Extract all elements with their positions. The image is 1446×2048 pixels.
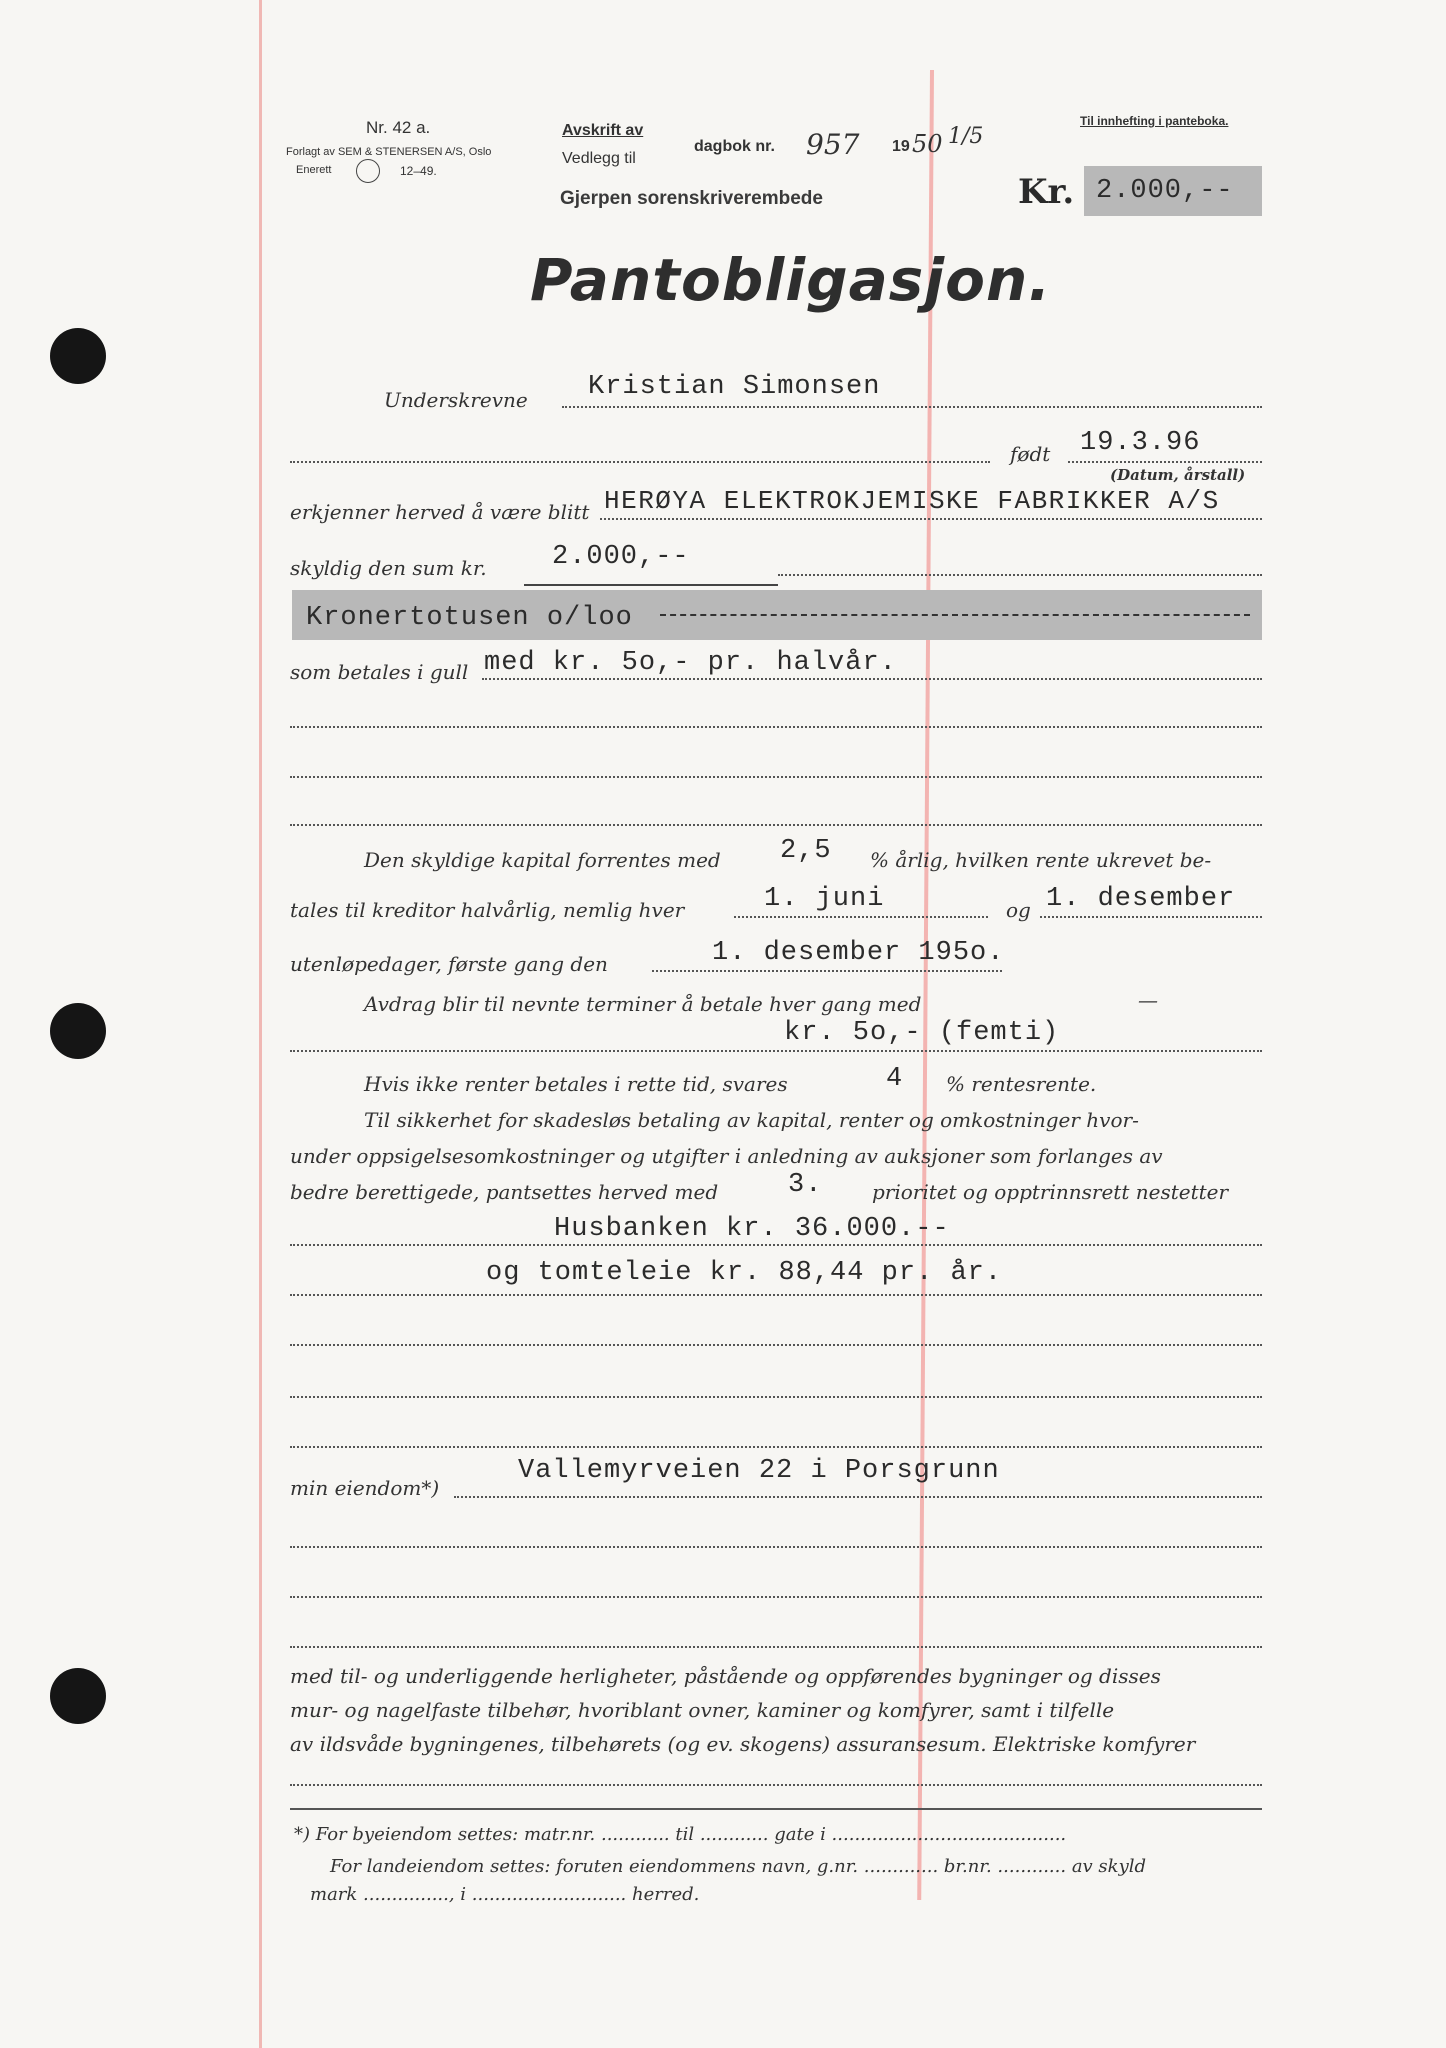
blank-dotline-5: [290, 1396, 1262, 1398]
interest-text-2a: tales til kreditor halvårlig, nemlig hver: [290, 898, 685, 922]
property-dotline: [454, 1496, 1262, 1498]
blank-dotline-7: [290, 1546, 1262, 1548]
print-date: 12–49.: [400, 164, 437, 178]
document-title: Pantobligasjon.: [530, 246, 1052, 314]
first-payment-date: 1. desember 195o.: [712, 938, 1005, 968]
underskrevne-label: Underskrevne: [384, 388, 528, 412]
security-text-2: under oppsigelsesomkostninger og utgifter i anledning av auksjoner som forlanges av: [290, 1144, 1163, 1168]
blank-dotline-4: [290, 1344, 1262, 1346]
clause-line-2: mur- og nagelfaste tilbehør, hvoriblant ovner, kaminer og komfyrer, samt i tilfelle: [290, 1698, 1115, 1722]
penalty-rate: 4: [886, 1064, 904, 1094]
blank-dotline-9: [290, 1646, 1262, 1648]
date-handwritten: 1/5: [948, 124, 984, 149]
payment-date-2: 1. desember: [1046, 884, 1236, 914]
vedlegg-label: Vedlegg til: [562, 150, 636, 167]
footnote-line-1: *) For byeiendom settes: matr.nr. ............ til ............ gate i .........................................: [294, 1824, 1067, 1845]
words-amount-fill-dashes: [660, 614, 1250, 616]
creditor-name: HERØYA ELEKTROKJEMISKE FABRIKKER A/S: [604, 486, 1220, 516]
betales-value: med kr. 5o,- pr. halvår.: [484, 648, 897, 678]
skyldig-value: 2.000,--: [552, 542, 690, 572]
fodt-value: 19.3.96: [1080, 428, 1201, 458]
installment-value: kr. 5o,- (femti): [784, 1018, 1060, 1048]
footnote-line-2: For landeiendom settes: foruten eiendommens navn, g.nr. ............. br.nr. ............ av skyld: [330, 1856, 1147, 1877]
og-label: og: [1006, 898, 1031, 922]
interest-text-1b: % årlig, hvilken rente ukrevet be-: [870, 848, 1212, 872]
prior-claim-1: Husbanken kr. 36.000.--: [554, 1214, 950, 1244]
footnote-line-3: mark ..............., i ........................... herred.: [310, 1884, 700, 1905]
kr-label: Kr.: [1018, 172, 1075, 212]
skyldig-underline: [524, 584, 778, 586]
year-value: 50: [912, 130, 943, 158]
innhefting-note: Til innhefting i panteboka.: [1080, 114, 1229, 128]
betales-dotline: [482, 678, 1262, 680]
property-label: min eiendom*): [290, 1476, 440, 1500]
publisher-line: Forlagt av SEM & STENERSEN A/S, Oslo: [286, 146, 492, 158]
security-text-3a: bedre berettigede, pantsettes herved med: [290, 1180, 719, 1204]
clause-dotline: [290, 1784, 1262, 1786]
installment-text: Avdrag blir til nevnte terminer å betale hver gang med: [364, 992, 922, 1016]
penalty-text-b: % rentesrente.: [946, 1072, 1097, 1096]
installment-dotline: [290, 1050, 1262, 1052]
punch-hole-bottom: [50, 1668, 106, 1724]
security-text-1: Til sikkerhet for skadesløs betaling av kapital, renter og omkostninger hvor-: [364, 1108, 1139, 1132]
interest-text-1a: Den skyldige kapital forrentes med: [364, 848, 721, 872]
blank-dotline-3: [290, 824, 1262, 826]
publisher-seal-icon: [356, 159, 380, 183]
erkjenner-label: erkjenner herved å være blitt: [290, 500, 590, 524]
security-text-3b: prioritet og opptrinnsrett nestetter: [872, 1180, 1229, 1204]
blank-dotline-2: [290, 776, 1262, 778]
footnote-rule: [290, 1808, 1262, 1810]
penalty-text-a: Hvis ikke renter betales i rette tid, svares: [364, 1072, 788, 1096]
prior-claim-2: og tomteleie kr. 88,44 pr. år.: [486, 1258, 1003, 1288]
punch-hole-middle: [50, 1003, 106, 1059]
datum-note: (Datum, årstall): [1110, 466, 1246, 484]
dagbok-number: 957: [806, 128, 860, 161]
clause-line-1: med til- og underliggende herligheter, påstående og oppførendes bygninger og disses: [290, 1664, 1161, 1688]
underskrevne-dotline: [562, 406, 1262, 408]
betales-label: som betales i gull: [290, 660, 469, 684]
installment-dash: —: [1138, 988, 1158, 1012]
dagbok-label: dagbok nr.: [694, 138, 775, 155]
property-value: Vallemyrveien 22 i Porsgrunn: [518, 1456, 1000, 1486]
payment-date-1: 1. juni: [764, 884, 885, 914]
year-prefix: 19: [892, 138, 910, 155]
prior-dotline-2: [290, 1294, 1262, 1296]
interest-text-3a: utenløpedager, første gang den: [290, 952, 608, 976]
avskrift-label: Avskrift av: [562, 122, 644, 139]
date2-dotline: [1040, 916, 1262, 918]
prior-dotline-1: [290, 1244, 1262, 1246]
words-amount: Kronertotusen o/loo: [306, 603, 633, 633]
first-date-dotline: [652, 970, 1002, 972]
red-strike-line: [917, 70, 934, 1900]
form-number: Nr. 42 a.: [366, 118, 431, 137]
margin-line: [259, 0, 262, 2048]
clause-line-3: av ildsvåde bygningenes, tilbehørets (og ev. skogens) assuransesum. Elektriske komfyrer: [290, 1732, 1196, 1756]
date1-dotline: [734, 916, 988, 918]
amount-value: 2.000,--: [1096, 176, 1234, 206]
priority-number: 3.: [788, 1170, 823, 1200]
fodt-label: født: [1010, 442, 1051, 466]
fodt-dotline: [1068, 461, 1262, 463]
interest-rate: 2,5: [780, 836, 832, 866]
blank-dotline-1: [290, 726, 1262, 728]
name-dotline: [290, 461, 990, 463]
blank-dotline-8: [290, 1596, 1262, 1598]
creditor-dotline: [600, 518, 1262, 520]
skyldig-label: skyldig den sum kr.: [290, 556, 487, 580]
blank-dotline-6: [290, 1446, 1262, 1448]
skyldig-dotline: [778, 574, 1262, 576]
underskrevne-value: Kristian Simonsen: [588, 372, 881, 402]
office-stamp: Gjerpen sorenskriverembede: [560, 188, 823, 209]
rights-label: Enerett: [296, 164, 332, 176]
punch-hole-top: [50, 328, 106, 384]
